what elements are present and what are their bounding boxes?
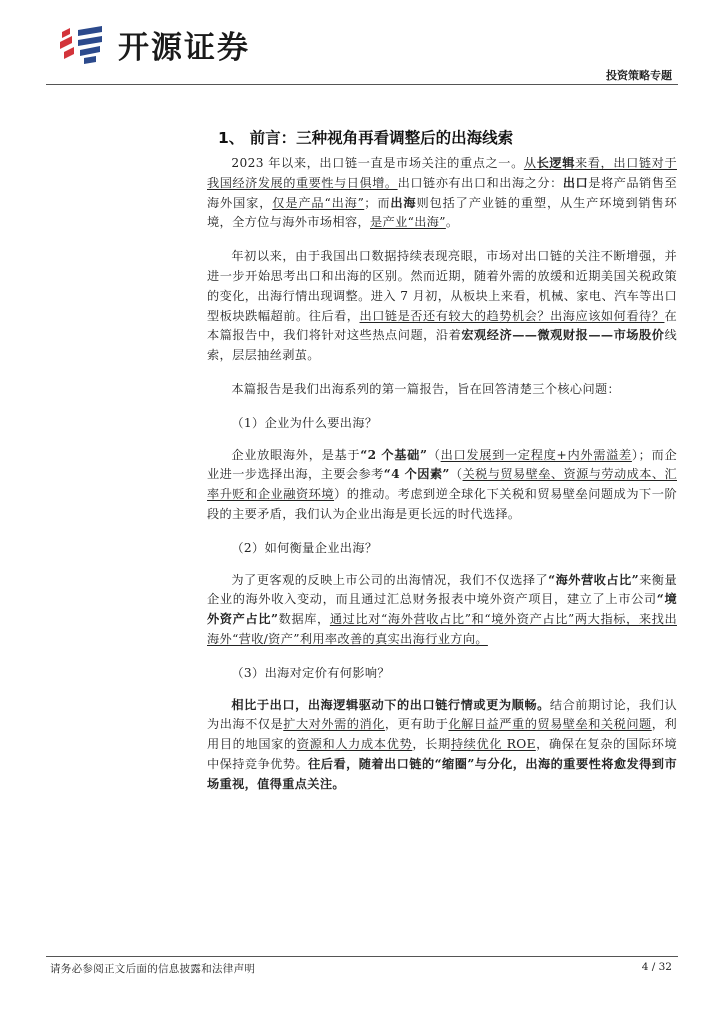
body-content (207, 154, 677, 809)
kaiyuan-logo-icon (56, 24, 108, 66)
question-2: （2）如何衡量企业出海？ (231, 540, 378, 555)
report-type-label: 投资策略专题 (606, 69, 672, 82)
page-number: 4 / 32 (641, 961, 672, 973)
section-title: 1、 前言：三种视角再看调整后的出海线索 (218, 129, 514, 147)
paragraph-2: 年初以来，由于我国出口数据持续表现亮眼，市场对出口链的关注不断增强，并进一步开始思考出口和出海的区别。然而近期，随着外需的放缓和近期美国关税政策的变化，出海行情出现调整。进入 7 月初，从板块上来看，机械、家电、汽车等出口型板块跌幅超前。往后看，出口链是否还有较大的趋势机会？出海应该如何看待？在本篇报告中，我们将针对这些热点问题，沿着宏观经济——微观财报——市场股价线索，层层抽丝剥茧。 (207, 249, 677, 363)
paragraph-6: 相比于出口，出海逻辑驱动下的出口链行情或更为顺畅。结合前期讨论，我们认为出海不仅是扩大对外需的消化，更有助于化解日益严重的贸易壁垒和关税问题，利用目的地国家的资源和人力成本优势，长期持续优化 ROE，确保在复杂的国际环境中保持竞争优势。往后看，随着出口链的“缩圈”与分化，出海的重要性将愈发得到市场重视，值得重点关注。 (207, 697, 678, 791)
question-3: （3）出海对定价有何影响？ (231, 665, 390, 680)
footer-divider (46, 956, 678, 957)
header-divider (46, 84, 678, 85)
question-1: （1）企业为什么要出海？ (231, 415, 378, 430)
footer-disclaimer: 请务必参阅正文后面的信息披露和法律声明 (50, 963, 256, 975)
paragraph-4: 企业放眼海外，是基于“2 个基础”（出口发展到一定程度+内外需溢差）；而企业进一步选择出海，主要会参考“4 个因素”（关税与贸易壁垒、资源与劳动成本、汇率升贬和企业融资环境）的推动。考虑到逆全球化下关税和贸易壁垒问题成为下一阶段的主要矛盾，我们认为企业出海是更长远的时代选择。 (207, 447, 678, 521)
paragraph-1: 2023 年以来，出口链一直是市场关注的重点之一。从长逻辑来看，出口链对于我国经济发展的重要性与日俱增。出口链亦有出口和出海之分：出口是将产品销售至海外国家，仅是产品“出海”；而出海则包括了产业链的重塑，从生产环境到销售环境，全方位与海外市场相容，是产业“出海”。 (207, 156, 678, 230)
brand-name: 开源证券 (118, 30, 250, 66)
paragraph-3: 本篇报告是我们出海系列的第一篇报告，旨在回答清楚三个核心问题： (231, 381, 621, 396)
header-logo (56, 22, 250, 67)
paragraph-5: 为了更客观的反映上市公司的出海情况，我们不仅选择了“海外营收占比”来衡量企业的海外收入变动，而且通过汇总财务报表中境外资产项目，建立了上市公司“境外资产占比”数据库，通过比对“海外营收占比”和“境外资产占比”两大指标，来找出海外“营收/资产”利用率改善的真实出海行业方向。 (207, 572, 677, 646)
